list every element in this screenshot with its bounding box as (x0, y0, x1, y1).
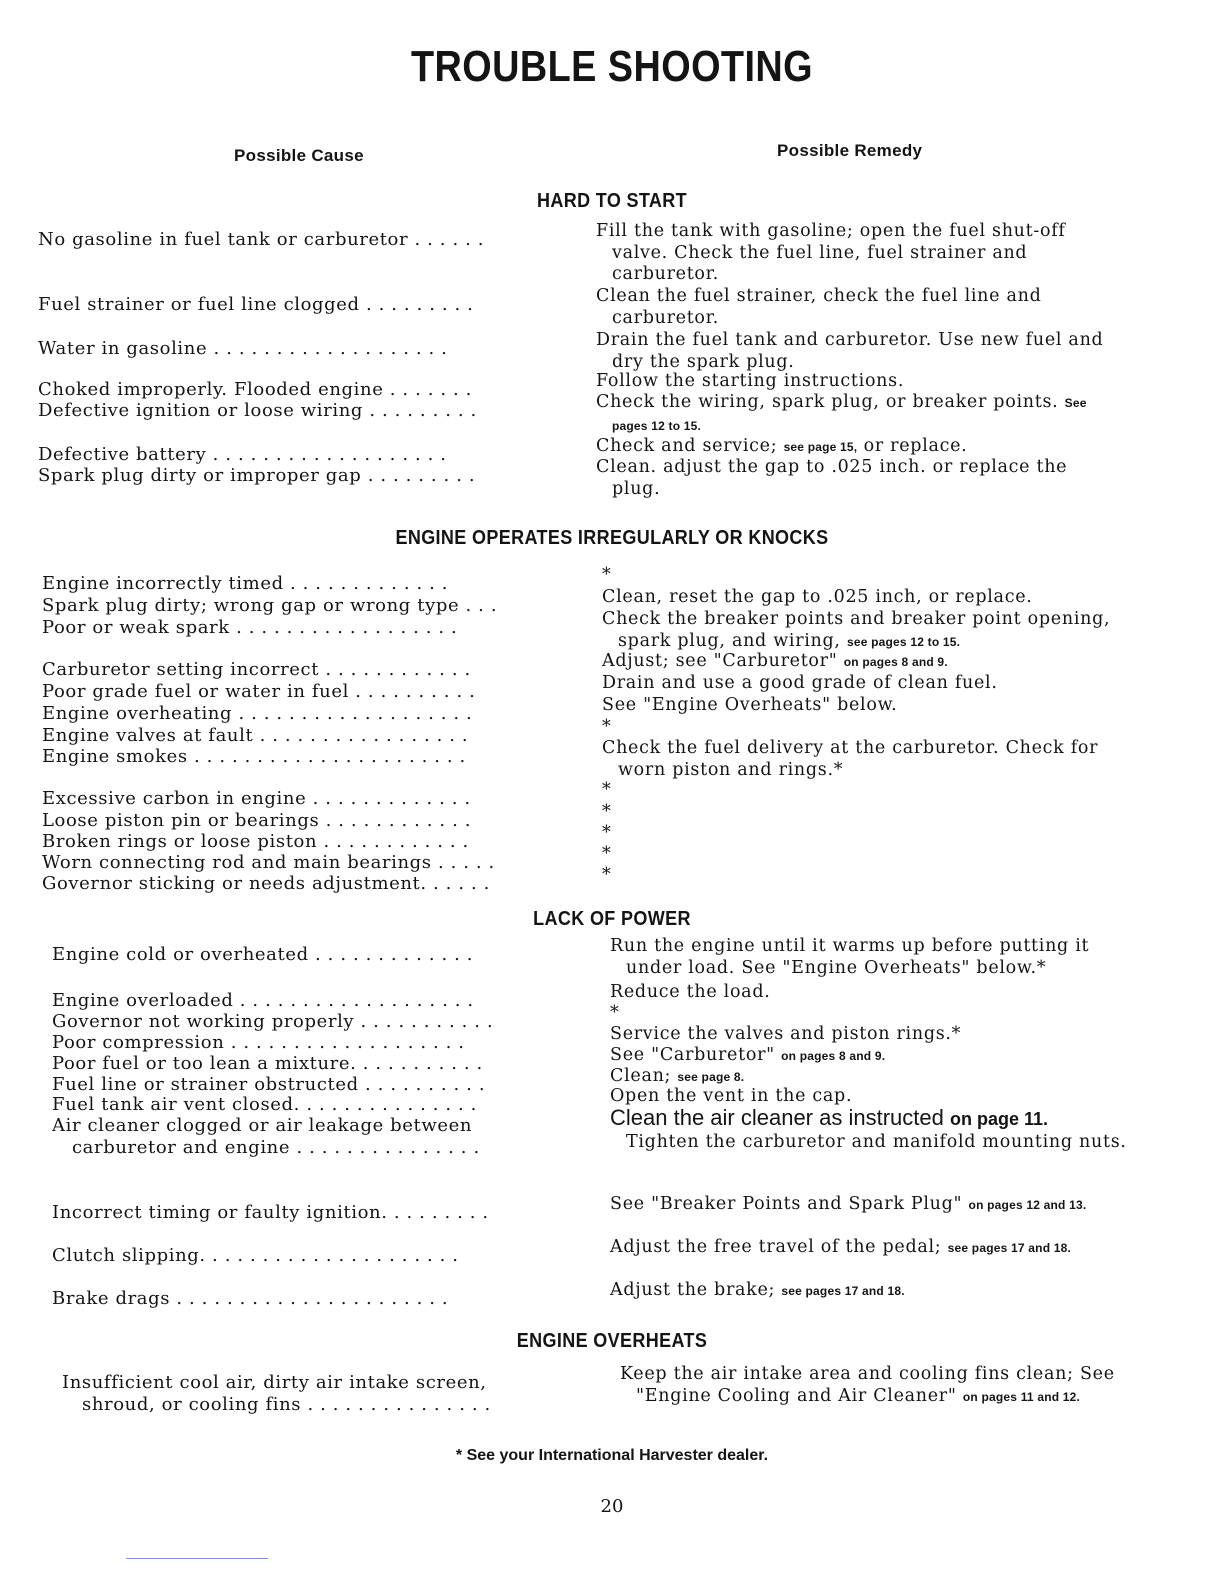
page-reference: see pages 17 and 18. (947, 1241, 1072, 1255)
remedy-text: Service the valves and piston rings.* (610, 1024, 962, 1044)
possible-remedy (602, 823, 1122, 845)
cause-line: Engine smokes . . . . . . . . . . . . . . . . . . . . . . (42, 746, 466, 767)
possible-cause (38, 379, 560, 401)
possible-remedy (610, 1194, 1138, 1217)
cause-line: No gasoline in fuel tank or carburetor . . . . . . (38, 229, 485, 250)
remedy-text: Open the vent in the cap. (610, 1086, 853, 1106)
possible-cause (42, 659, 566, 681)
possible-cause (38, 444, 560, 466)
possible-cause (52, 1053, 574, 1075)
cause-line: Poor grade fuel or water in fuel . . . . . . . . . . (42, 681, 476, 702)
possible-cause (38, 229, 560, 251)
possible-cause (52, 990, 574, 1012)
remedy-text: Keep the air intake area and cooling fins clean; See "Engine Cooling and Air Cleaner" (620, 1364, 1115, 1406)
possible-remedy (602, 695, 1122, 717)
cause-line: shroud, or cooling fins . . . . . . . . . . . . . . . (82, 1393, 491, 1415)
cause-line: Spark plug dirty; wrong gap or wrong type . . . (42, 595, 498, 616)
remedy-text: Drain the fuel tank and carburetor. Use new fuel and dry the spark plug. (596, 330, 1104, 372)
possible-remedy (602, 865, 1122, 887)
page-reference: on pages 12 and 13. (968, 1198, 1087, 1212)
cause-line: Governor sticking or needs adjustment. . . . . . (42, 873, 490, 894)
remedy-text: * (602, 780, 612, 800)
possible-cause (42, 617, 566, 639)
page-reference-wrapper (950, 1105, 1048, 1130)
possible-remedy (620, 1364, 1138, 1408)
possible-remedy (610, 1280, 1138, 1303)
page-reference: on pages 8 and 9. (781, 1049, 886, 1063)
cause-line: Choked improperly. Flooded engine . . . . . . . (38, 379, 472, 400)
cause-line: Water in gasoline . . . . . . . . . . . . . . . . . . . (38, 338, 448, 359)
cause-line: Insufficient cool air, dirty air intake screen, (62, 1372, 487, 1393)
possible-remedy (610, 936, 1138, 979)
remedy-text: * (602, 844, 612, 864)
possible-remedy (610, 1003, 1138, 1025)
remedy-text: Clean; (610, 1066, 678, 1086)
page-reference: see page 15, (783, 440, 858, 454)
remedy-text: or replace. (857, 436, 968, 456)
remedy-column-header: Possible Remedy (777, 141, 923, 160)
section-heading: ENGINE OVERHEATS (516, 1330, 708, 1352)
possible-cause (42, 703, 566, 725)
section-heading: ENGINE OPERATES IRREGULARLY OR KNOCKS (395, 527, 829, 549)
possible-remedy (602, 738, 1122, 781)
cause-line: Engine cold or overheated . . . . . . . . . . . . . (52, 944, 474, 965)
remedy-text: Adjust the free travel of the pedal; (610, 1237, 948, 1257)
cause-line: Engine overloaded . . . . . . . . . . . . . . . . . . . (52, 990, 474, 1011)
cause-line: Poor compression . . . . . . . . . . . . . . . . . . . (52, 1032, 465, 1053)
cause-line: Air cleaner clogged or air leakage between (52, 1115, 473, 1136)
possible-cause (42, 810, 566, 832)
possible-remedy (602, 673, 1122, 695)
possible-remedy (596, 436, 1116, 459)
cause-line: Broken rings or loose piston . . . . . . . . . . . . (42, 831, 469, 852)
remedy-text: * (602, 802, 612, 822)
possible-cause (42, 788, 566, 810)
cause-line: Poor fuel or too lean a mixture. . . . . . . . . . . (52, 1053, 483, 1074)
possible-cause (52, 944, 574, 966)
possible-cause (52, 1288, 574, 1310)
cause-line: Fuel line or strainer obstructed . . . . . . . . . . (52, 1074, 486, 1095)
remedy-text: Follow the starting instructions. (596, 371, 905, 391)
remedy-text: Clean the fuel strainer, check the fuel line and carburetor. (596, 286, 1042, 328)
possible-remedy (610, 1237, 1138, 1260)
possible-remedy (610, 1024, 1138, 1046)
remedy-text: Adjust; see "Carburetor" (602, 651, 844, 671)
cause-line: Poor or weak spark . . . . . . . . . . . . . . . . . . (42, 617, 458, 638)
remedy-text: * (602, 865, 612, 885)
cause-line: Loose piston pin or bearings . . . . . . . . . . . . (42, 810, 472, 831)
possible-remedy (602, 565, 1122, 587)
remedy-text: Clean, reset the gap to .025 inch, or replace. (602, 587, 1033, 607)
possible-remedy (596, 286, 1116, 329)
dealer-footnote: * See your International Harvester dealer. (455, 1447, 769, 1464)
section-heading: HARD TO START (536, 190, 688, 212)
cause-line: carburetor and engine . . . . . . . . . . . . . . . (72, 1136, 480, 1158)
page-reference: see page 8. (677, 1070, 745, 1084)
cause-column-header: Possible Cause (234, 146, 364, 165)
possible-cause (42, 681, 566, 703)
possible-cause (52, 1094, 574, 1116)
remedy-text: Check the breaker points and breaker point opening, spark plug, and wiring, (602, 609, 1111, 651)
possible-cause (38, 338, 560, 360)
remedy-text: Fill the tank with gasoline; open the fuel shut-off valve. Check the fuel line, fuel strainer and carburetor. (596, 221, 1066, 284)
possible-cause (52, 1074, 574, 1096)
possible-cause (42, 831, 566, 853)
remedy-text: Tighten the carburetor and manifold mounting nuts. (626, 1131, 1127, 1152)
section-heading: LACK OF POWER (533, 908, 691, 930)
remedy-text: Reduce the load. (610, 982, 771, 1002)
divider (126, 1558, 268, 1559)
cause-line: Engine overheating . . . . . . . . . . . . . . . . . . . (42, 703, 473, 724)
remedy-text: Run the engine until it warms up before putting it under load. See "Engine Overheats" below.* (610, 936, 1090, 978)
remedy-text: Check the wiring, spark plug, or breaker points. (596, 392, 1065, 412)
page-title: TROUBLE SHOOTING (410, 42, 814, 91)
cause-line: Defective ignition or loose wiring . . . . . . . . . (38, 400, 477, 421)
possible-cause (42, 595, 566, 617)
remedy-text: Clean. adjust the gap to .025 inch. or replace the plug. (596, 457, 1068, 499)
possible-cause (42, 573, 566, 595)
remedy-text: Check the fuel delivery at the carburetor. Check for worn piston and rings.* (602, 738, 1099, 780)
cause-line: Carburetor setting incorrect . . . . . . . . . . . . (42, 659, 471, 680)
possible-cause (38, 465, 560, 487)
page-reference: see pages 12 to 15. (846, 634, 961, 649)
cause-line: Engine incorrectly timed . . . . . . . . . . . . . (42, 573, 449, 594)
possible-remedy (602, 587, 1122, 609)
remedy-text: * (602, 717, 612, 737)
cause-line: Brake drags . . . . . . . . . . . . . . . . . . . . . . (52, 1288, 449, 1309)
remedy-text: See "Breaker Points and Spark Plug" (610, 1194, 969, 1214)
remedy-text: Adjust the brake; (610, 1280, 782, 1300)
possible-remedy (596, 392, 1116, 437)
page-reference: see pages 17 and 18. (781, 1284, 905, 1298)
cause-line: Incorrect timing or faulty ignition. . . . . . . . . (52, 1202, 489, 1223)
page-reference: See pages 12 to 15. (612, 396, 1087, 433)
remedy-text: * (610, 1003, 620, 1023)
remedy-text: Check and service; (596, 436, 784, 456)
possible-cause (52, 1202, 574, 1224)
page-reference: on pages 8 and 9. (843, 655, 948, 669)
cause-line: Fuel strainer or fuel line clogged . . . . . . . . . (38, 294, 474, 315)
possible-remedy (602, 844, 1122, 866)
page-reference: on pages 11 and 12. (962, 1389, 1081, 1404)
possible-remedy (602, 802, 1122, 824)
possible-cause (52, 1245, 574, 1267)
remedy-text: See "Engine Overheats" below. (602, 695, 898, 715)
possible-remedy (596, 330, 1116, 373)
cause-line: Excessive carbon in engine . . . . . . . . . . . . . (42, 788, 471, 809)
possible-cause (38, 294, 560, 316)
possible-remedy (596, 221, 1116, 286)
cause-line: Defective battery . . . . . . . . . . . . . . . . . . . (38, 444, 447, 465)
possible-remedy (596, 457, 1116, 500)
possible-cause (52, 1115, 574, 1158)
possible-cause (52, 1011, 574, 1033)
cause-line: Worn connecting rod and main bearings . . . . . (42, 852, 495, 873)
cause-line: Clutch slipping. . . . . . . . . . . . . . . . . . . . . (52, 1245, 459, 1266)
cause-line: Engine valves at fault . . . . . . . . . . . . . . . . . (42, 725, 469, 746)
possible-remedy (610, 982, 1138, 1004)
remedy-text: * (602, 565, 612, 585)
remedy-text: Drain and use a good grade of clean fuel. (602, 673, 998, 693)
remedy-text: * (602, 823, 612, 843)
cause-line: Fuel tank air vent closed. . . . . . . . . . . . . . . (52, 1094, 477, 1115)
possible-cause (52, 1032, 574, 1054)
possible-remedy (596, 371, 1116, 393)
cause-line: Governor not working properly . . . . . . . . . . . (52, 1011, 494, 1032)
possible-cause (42, 746, 566, 768)
cause-line: Spark plug dirty or improper gap . . . . . . . . . (38, 465, 476, 486)
possible-remedy (602, 651, 1122, 674)
page-number: 20 (600, 1496, 624, 1517)
remedy-text: See "Carburetor" (610, 1045, 782, 1065)
possible-cause (42, 852, 566, 874)
possible-cause (38, 400, 560, 422)
page-reference: on page 11. (949, 1109, 1049, 1129)
possible-cause (42, 725, 566, 747)
possible-remedy (610, 1107, 1138, 1153)
possible-remedy (602, 780, 1122, 802)
possible-remedy (602, 609, 1122, 653)
possible-cause (62, 1372, 584, 1415)
possible-cause (42, 873, 566, 895)
possible-remedy (602, 717, 1122, 739)
remedy-text-large: Clean the air cleaner as instructed (610, 1105, 950, 1130)
possible-remedy (610, 1045, 1138, 1068)
